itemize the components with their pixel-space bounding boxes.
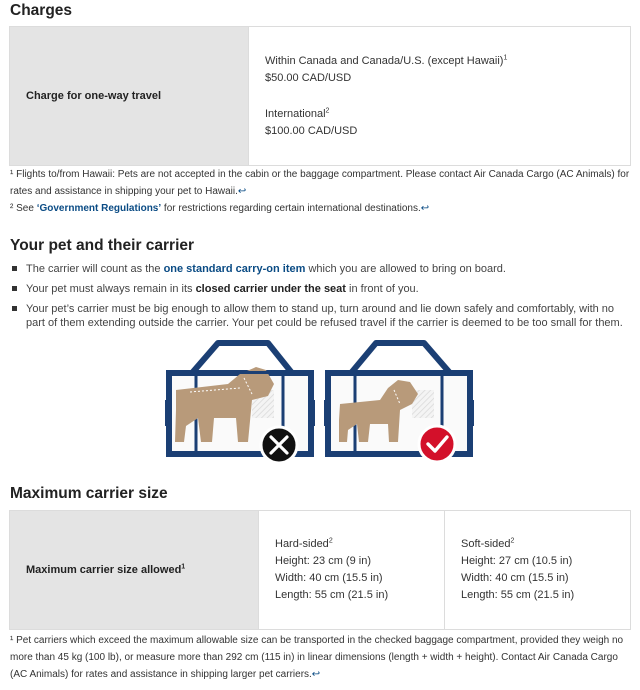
soft-length: Length: 55 cm (21.5 in)	[461, 589, 575, 601]
list-item: Your pet must always remain in its closed carrier under the seat in front of you.	[10, 282, 634, 296]
checkmark-icon	[419, 426, 455, 462]
pet-carrier-heading: Your pet and their carrier	[10, 237, 195, 254]
hard-sided-title: Hard-sided$^2$	[275, 537, 333, 550]
return-arrow-icon[interactable]: ↩	[237, 186, 247, 197]
list-item: Your pet’s carrier must be big enough to allow them to stand up, turn around and lie down safely and comfortably, with no part of them extending outside the carrier. Your pet could be refused travel if the carrier is deemed to be too small for them.	[10, 302, 634, 330]
soft-sided-cell	[445, 511, 631, 630]
max-size-table	[9, 510, 631, 630]
international-label: International$^2$	[265, 106, 330, 120]
max-size-row-label: Maximum carrier size allowed$^1$	[10, 511, 259, 630]
government-regulations-link[interactable]: ‘Government Regulations’	[36, 203, 162, 214]
domestic-label: Within Canada and Canada/U.S. (except Hawaii)$^1$	[265, 53, 508, 67]
max-size-heading: Maximum carrier size	[10, 485, 168, 502]
hard-sided-cell	[259, 511, 445, 630]
charges-heading: Charges	[10, 2, 73, 19]
x-mark-icon	[261, 427, 297, 463]
soft-sided-title: Soft-sided$^2$	[461, 537, 515, 550]
carrier-correct-size	[324, 343, 474, 462]
domestic-price: $50.00 CAD/USD	[265, 71, 352, 84]
hard-height: Height: 23 cm (9 in)	[275, 555, 371, 567]
international-price: $100.00 CAD/USD	[265, 124, 358, 137]
list-item: The carrier will count as the one standard carry-on item which you are allowed to bring on board.	[10, 262, 634, 276]
charges-footnote-2: ² See ‘Government Regulations’ for restrictions regarding certain international destinations.↩	[10, 203, 430, 214]
soft-height: Height: 27 cm (10.5 in)	[461, 555, 573, 567]
hard-width: Width: 40 cm (15.5 in)	[275, 572, 383, 584]
return-arrow-icon[interactable]: ↩	[420, 203, 430, 214]
charge-row-label: Charge for one-way travel	[10, 27, 249, 166]
hard-length: Length: 55 cm (21.5 in)	[275, 589, 389, 601]
charges-footnote-1: ¹ Flights to/from Hawaii: Pets are not accepted in the cabin or the baggage compartment. Please contact Air Canada Cargo (AC Animals) for rates and assistance in shipping your pet to Hawaii.↩	[10, 169, 630, 197]
max-size-footnote: ¹ Pet carriers which exceed the maximum allowable size can be transported in the checked baggage compartment, provided they weigh no more than 45 kg (100 lb), or measure more than 292 cm (115 in) in linear dimensions (length + width + height). Contact Air Canada Cargo (AC Animals) for rates and assistance in shipping larger pet carriers.↩	[10, 635, 624, 680]
carry-on-item-link[interactable]: one standard carry-on item	[163, 263, 306, 275]
return-arrow-icon[interactable]: ↩	[311, 669, 321, 680]
soft-width: Width: 40 cm (15.5 in)	[461, 572, 569, 584]
carrier-too-small	[165, 343, 315, 463]
